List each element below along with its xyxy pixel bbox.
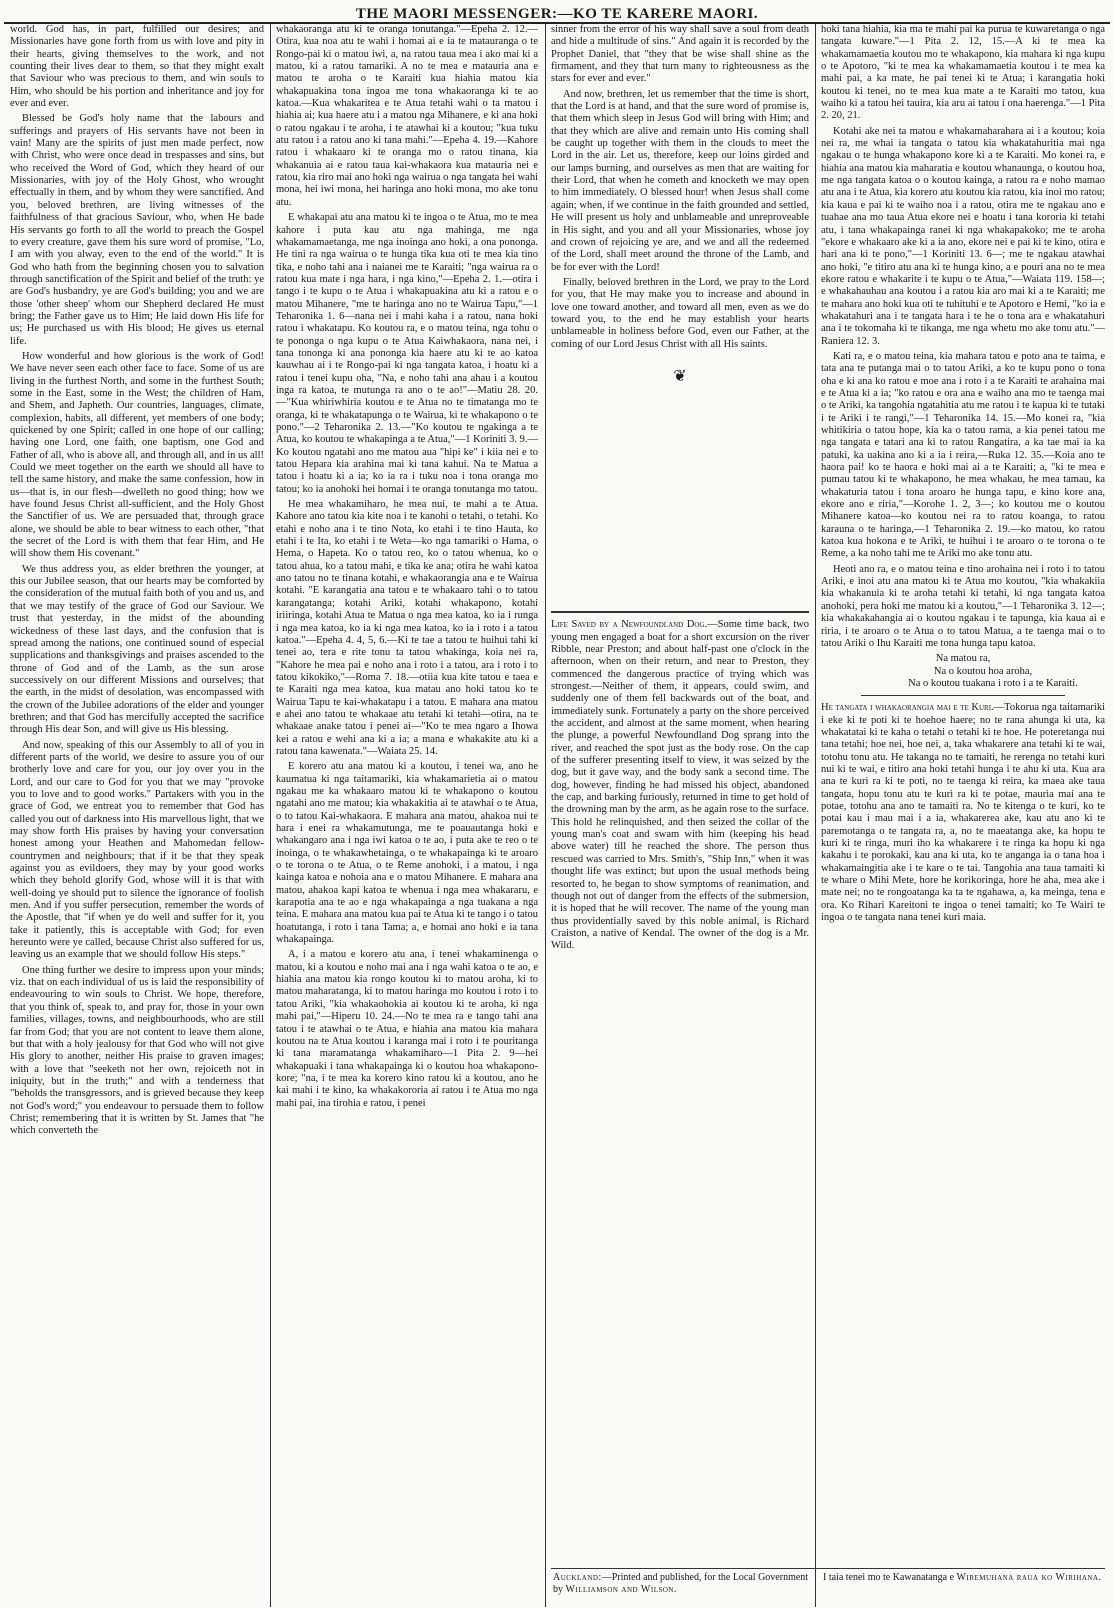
- column-4: [821, 24, 1105, 1569]
- column-divider: [545, 24, 546, 1607]
- dog-article-body: —Some time back, two young men engaged a boat for a short excursion on the river Ribble, near Preston; and about half-past one o'clock in the afternoon, when on their return, and near to Preston, they commenced the dangerous practice of trying which was strongest.—Neither of them, it appears, could swim, and suddenly one of them fell backwards out of the boat, and immediately sunk. Fortunately a party on the shore perceived the accident, and almost at the same moment, when hearing the plunge, a powerful Newfoundland Dog sprang into the river, and reached the spot just as the body rose. On the cap of the sufferer presenting itself to view, it was seized by the dog, but it gave way, and the body sank a second time. The dog, however, finding he had missed his object, abandoned the cap, and barking furiously, returned in time to get hold of the drowning man by the arm, as he again rose to the surface. This hold he relinquished, and then seized the collar of the young man's coat and swam with him (keeping his head above water) till he reached the shore. The person thus rescued was carried to Mrs. Smith's, "Ship Inn," when it was thought life was extinct; but upon the usual methods being resorted to, he began to show symptoms of reanimation, and though not out of danger from the effects of the submersion, it is hoped that he will recover. The name of the young man thus providentially saved by this noble animal, is Richard Craiston, a native of Kendal. The owner of the dog is a Mr. Wild.: [551, 619, 809, 952]
- paragraph: One thing further we desire to impress upon your minds; viz. that on each individual of us is laid the responsibility of endeavouring to win souls to Christ. We hope, therefore, that you think of, speak to, and pray for, those in your own families, villages, towns, and neighbourhoods, who are still far from God; that you are not content to leave them alone, but that with a holy jealousy for that God who will not give His glory to another, neither His praise to graven images; with a love that "seeketh not her own, rejoiceth not in iniquity, but in the truth;" and with a tenderness that "beholds the transgressors, and is grieved because they keep not God's word;" you endeavour to persuade them to follow Christ; remembering that it is written by St. James that "he which converteth the: [10, 964, 264, 1137]
- paragraph: How wonderful and how glorious is the work of God! We have never seen each other face to face. Some of us are living in the furthest North, and some in the furthest South; some in the East, some in the West; the children of Ham, and Shem, and Japheth. Our countries, languages, climate, complexion, habits, all different, yet members of one body; quickened by one Spirit; called in one hope of our calling; having one Lord, one faith, one baptism, one God and Father of all, who is above all, and through all, and in us all! Could we meet together on the earth we should all have to tell the same history, and make the same confession, how in us—that is, in our flesh—dwelleth no good thing; how we have found Jesus Christ all-sufficient, and the Holy Ghost the Sanctifier of us. We are persuaded that, through grace alone, we should be able to bear witness to each other, "that the secret of the Lord is with them that fear Him, and He will show them His covenant.": [10, 350, 264, 560]
- paragraph: He mea whakamiharo, he mea nui, te mahi a te Atua. Kahore ano tatou kia kite noa i te kanohi o tetahi, o tetahi. Ko etahi e noho ana i te tino Nota, ko etahi i te tino Hauta, ko etahi i te Ita, ko etahi i te Weta—ko nga tamariki o Hama, o Hema, o Hapeta. Ko o tatou reo, ko o tatou whenua, ko o tatou ahua, ko a tatou mahi, e tika ke ana; otira he wahi katoa ano tatou no te tinana kotahi, e whakaorangia ana e te Wairua kotahi. "E karangatia ana tatou e te whakaaro tahi o to tatou karangatanga; kotahi Ariki, kotahi whakapono, kotahi iriiringa, kotahi Atua te Matua o nga mea katoa, ko ia i runga i nga mea katoa, ko ia ki nga mea katoa, ko ia i roto i a tatou katoa."—Epeha 4. 4, 5, 6.—Ki te tae a tatou te huihui tahi ki tenei ao, tera e rite tonu ta tatou whakinga, koia nei ra, "Kahore he mea pai e noho ana i roto i a tatou, ara i roto i to tatou kikokiko,"—Roma 7. 18.—otiia kua kite tatou e taea e te Karaiti nga mea katoa, kua matau ano hoki tatou ko te Wairua Tapu te kai-whakatapu i a tatou. E mahara ana matou e ahei ano tatou te whakaae atu tetahi ki tetahi—otira, na te whakaae anake tatou i penei ai—"Ko te mea ngaro a Ihowa kei a ratou e wehi ana ki a ia; a mana e whakakite atu ki a ratou tana kawenata."—Waiata 25. 14.: [276, 499, 538, 757]
- paragraph: E korero atu ana matou ki a koutou, i tenei wa, ano he kaumatua ki nga taitamariki, kia whakamarietia ai o matou ngakau me ka whakaaro matou ki te whakapono o koutou ngatahi ano me matou; kia whakakitia ai te atawhai o te Atua, o to tatou Kai-whakaora. E mahara ana matou, ahakoa nui te hara i enei ra whakamutunga, me te poauautanga hoki e whakangaro ana i nga iwi katoa o te ao, i puta ake te reo o te inoinga, o te whakawhetainga, o te whakapainga ki te aroaro o te torona o te Atua, o te Reme anohoki, i a matou, i nga kainga katoa e nohoia ana e o matou Mihanere. E mahara ana matou, ahakoa kapi katoa te whenua i nga mea whakararu, e karapotia ana te ao e nga whakapainga a nga tuakana a nga teina. E mahara ana matou kua pai te Atua ki te tango i o tatou hoatutanga, i roto i tana Tama; a, e homai ano hoki e ia tana whakapainga.: [276, 761, 538, 946]
- paragraph: A, i a matou e korero atu ana, i tenei whakaminenga o matou, ki a koutou e noho mai ana i nga wahi katoa o te ao, e hiahia ana matou kia rongo koutou ki to matou aroha, ki to matou maharatanga, ki to matou haringa mo koutou i roto i to tatou Ariki, "kia whakaohokia ai koutou ki te aroha, ki nga mahi pai,"—Hiperu 10. 24.—No te mea ra e tango tahi ana tatou i te atawhai o te Atua, e hiahia ana matou kia mahara koutou na te Atua koutou i karanga mai i roto i te pouritanga ki tana maramatanga whakamiharo—1 Pita 2. 9—hei whakapuaki i tana whakapainga ki o koutou hoa whakapono-kore; "na, i te mea ka korero kino ratou ki a koutou, ano he kai mahi i te kino, ka whakakororia ai ratou i te Atua mo nga mahi pai, ina tirohia e ratou, i penei: [276, 949, 538, 1109]
- kuri-article: [821, 702, 1105, 924]
- paragraph: Kati ra, e o matou teina, kia mahara tatou e poto ana te taima, e tata ana te putanga mai o to tatou Ariki, a ko te kupu pono o tona oha e ki ana ko ratou e moe ana i roto i a te Karaiti te arahaina mai e te Atua ki a ia; "ko ratou e ora ana e waiho ana mo te taenga mai o te Ariki, ka tangohia ngatahitia atu me ratou i te kapua ki te tutaki i te Ariki i te rangi,"—1 Teharonika 14. 15.—Mo konei ra, "kia whitikiria o tatou hope, kia ka o tatou rama, a kia penei tatou me nga tangata e tatari ana ki to ratou Rangatira, a ka tae mai ia ka patuki, ka uakina ano ki a ia i reira,—Ruka 12. 35.—Koia ano te haora pai! ko te haora e hoki mai ai a te Karaiti; a, "ki te mea e pumau tatou ki te whakapono, he mea whakau, he mea tamau, ka whakaturia tatou i tona aroaro he hunga tapu, e kino kore ana, ekore ano e riria,"—Korohe 1. 2, 3—; ko koutou me o koutou Mihanere katoa—ko koutou nei ra to ratou koanga, to ratou karauna o te haringa,—1 Teharonika 2. 19.—ko matou, ko ratou katoa kua hokona e te Ariki, te huihui i te aroaro o te torona o te Reme, a ka noho tahi me te Ariki mo ake tonu atu.: [821, 350, 1105, 560]
- kuri-article-body: —Tokorua nga taitamariki i eke ki te poti ki te hoehoe haere; no te rana ahunga ki uta, ka whakatatai ki te kaha o tetahi o tetahi ki te hoe. He poteretanga nui tana tetahi; hoe nei, hoe nei, a, taka whakarere ana tetahi ki te wai, totohu tonu atu. He takanga no te tamaiti, he rerenga no tetahi kuri nui ki te wai, e titiro ana hoki tetahi hunga i te ahu ki uta. Kua ara ana te kuri ra ki te poti, no te taenga ki reira, ka maea ake taua tangata, hopu tonu atu te kuri ra ki te potae, mauria mai ana te potae, totohu ana ano te tamaiti ra. No te kitenga o te kuri, ko te potai kau i mau mai i a ia, whakarerea ake, kau atu ano ki te paremotanga o te tangata ra, a, no te maeatanga ake, ka hopu te kuri ki te ringa, muri iho ka whakarere i te ringa ka hopu ki nga kakahu i te porokaki, kau ana ki uta, ko te anganga ia o tana hoa i whakamaingitia ake i te kare o te tai. Tangohia ana taua tamaiti ki te whare o Mihi Mete, hore he korikoringa, hore he aha, mea ake i mate nei; no te rongoatanga ka ta te ngahawa, a, ka meinga, tena e ora. Ko Rihari Kareitoni te ingoa o tenei tamaiti; ko Te Wairi te ingoa o te tangata nana tenei kuri maia.: [821, 702, 1105, 924]
- column-3: [551, 24, 809, 1569]
- section-divider: [551, 611, 809, 613]
- paragraph: whakaoranga atu ki te oranga tonutanga."—Epeha 2. 12.—Otira, kua noa atu te wahi i homai ai e ia te matauranga o te Rongo-pai ki o matou iwi, a, na ratou taua mea i ako mai ki a matou, ki a ratou tamariki. A no te mea e matauria ana e matou te aroha o te Karaiti kua hiahia matou kia whakapuakina tona ingoa me tona whakaoranga ki te ao katoa.—Kua whakaritea e te Atua tetahi wahi o ta matou i hiahia ai; kua haere atu i a matou nga Mihanere, e ki ana hoki o ratou ngakau i te aroha, i te atawhai ki a koutou; "kua tuku atu ratou i a ratou ano ki tana mahi."—Epeha 4. 19.—Kahore ratou i whakaaro ki te oranga mo o ratou tinana, kia whakanuia ai e ratou taua kai-whakaora kua matauria nei e ratou, kia riro mai ano hoki nga wairua o nga tangata hei wahi mona, hei iwi mona, hei haringa ano hoki mona, mo ake tonu atu.: [276, 24, 538, 208]
- blank-space: [551, 383, 809, 603]
- paragraph: And now, brethren, let us remember that the time is short, that the Lord is at hand, and that the sure word of promise is, that them which sleep in Jesus God will bring with Him; and that they which are alive and remain unto His coming shall be caught up together with them in the clouds to meet the Lord in the air. Let us, therefore, keep our loins girded and our lamps burning, and ourselves as men that are waiting for their Lord, that when he cometh and knocketh we may open to him immediately. O blessed hour! when Jesus shall come again; when, if we continue in the faith grounded and settled, He will present us holy and unblameable and unreproveable in His sight, and you and all your Missionaries, whose joy and crown of rejoicing ye are, and we and all the redeemed of the Lord, shall meet around the throne of the Lamb, and be for ever with the Lord!: [551, 88, 809, 273]
- footer-text: I taia tenei mo te Kawanatanga e: [823, 1572, 955, 1583]
- footer-printers: Williamson and Wilson.: [565, 1584, 677, 1595]
- dog-article: [551, 619, 809, 952]
- kuri-article-title: He tangata i whakaorangia mai e te Kuri.: [821, 702, 994, 714]
- paragraph: Blessed be God's holy name that the labours and sufferings and prayers of His servants have not been in vain! Many are the spirits of just men made perfect, now with Christ, who were once dead in trespasses and sins, but who received the Word of God, which they heard of our Missionaries, with joy of the Holy Ghost, who wrought effectually in them, and by whom they were sanctified. And you, beloved brethren, are living witnesses of the faithfulness of that gracious Saviour, who, when He bade His servants go forth to all the world to preach the Gospel to every creature, gave them his sure word of promise, "Lo, I am with you alway, even to the end of the world." It is God who hath from the beginning chosen you to salvation through sanctification of the Spirit and belief of the truth: ye are God's husbandry, ye are God's building; you and we are those 'other sheep' whom our Shepherd declared He must bring; the Father gave us to Him; He laid down His life for us; He purchased us with His blood; He gives us eternal life.: [10, 113, 264, 347]
- column-2: [276, 24, 538, 1608]
- column-1: [10, 24, 264, 1608]
- paragraph: sinner from the error of his way shall save a soul from death and hide a multitude of sins." And again it is recorded by the Prophet Daniel, that "they that be wise shall shine as the firmament, and they that turn many to righteousness as the stars for ever and ever.": [551, 24, 809, 85]
- column-divider: [815, 24, 816, 1607]
- column-divider: [270, 24, 271, 1607]
- footer-imprint-english: [553, 1572, 811, 1596]
- masthead: THE MAORI MESSENGER:—KO TE KARERE MAORI.: [355, 6, 759, 22]
- signature-line: Na o koutou hoa aroha,: [933, 665, 1033, 677]
- maori-letter-end: [821, 24, 1105, 650]
- footer-imprint-maori: [823, 1572, 1107, 1584]
- paragraph: And now, speaking of this our Assembly to all of you in different parts of the world, we desire to assure you of our brotherly love and care for you, our joy over you in the Lord, and our care to God for you that we may "provoke you to love and to good works." Partakers with you in the grace of God, we entreat you to remember that God has called you out of darkness into His marvellous light, that we may show forth His praises by having your conversation honest among your Heathen and Mahomedan fellow-countrymen and neighbours; that if it be that they speak against you as evildoers, they may by your good works which they behold glorify God, whose will it is that with well-doing ye should put to silence the ignorance of foolish men. And if you suffer persecution, remember the words of the Apostle, that "if when ye do well and suffer for it, you take it patiently, this is acceptable with God; for even hereunto were ye called, because Christ also suffered for us, leaving us an example that we should follow His steps.": [10, 739, 264, 961]
- paragraph: Kotahi ake nei ta matou e whakamaharahara ai i a koutou; koia nei ra, me whai ia tangata o tatou kia whakatahuritia mai nga ngakau o te hunga whakapono kore ki a te Karaiti. Mo konei ra, e hiahia ana matou kia maharatia e koutou whanaunga, o koutou hoa, me nga tangata katoa o o koutou kainga, a ratou ra e noho mamao atu ana i te Atua, kia korero atu koutou kia ratou, kia inoi mo ratou; kia kaua e pai ki te waiho noa i a ratou, otira me te ngakau ano e tuahae ana mo taua Atua ekore nei e hoatu i tana kororia ki tetahi atu, i tana whakapainga ranei ki nga whakapakoko; me te aroha "ekore e whakaaro ake ki a ia ano, ekore nei e pai ki te kino, otira e hari ana ki te pono,"—1 Koriniti 13. 6—; me te ngakau atawhai ano hoki, "e titiro atu ana ki te hunga kino, a e pouri ana no te mea ekore ratou e whakarite i te kupu o te Atua,"—Waiata 119. 158—; e whakahauhau ana koutou i a ratou kia aro mai ki a te Karaiti; me te mahara ano hoki kua oti te tuhituhi e te Apotoro e Hemi, "ko ia e whakatahuri ana i te tangata hara i te he o tona ara e whakatahuri ana i te tokomaha ki te tikanga, me nga whetu mo ake tonu atu."—Raniera 12. 3.: [821, 125, 1105, 347]
- paragraph: We thus address you, as elder brethren the younger, at this our Jubilee season, that our hearts may be comforted by the consideration of the mutual faith both of you and us, and that we may testify of the grace of God our Saviour. We trust that yesterday, in the midst of the abounding wickedness of these last days, and the confusion that is spread among the nations, one continued sound of especial supplications and thanksgivings and praises ascended to the throne of God and of the Lamb, as the sun arose successively on our different Missions and ourselves; that the earth, in the midst of desolation, was encompassed with the crown of the Jubilee adorations of the elder and younger brethren; and that God has mercifully accepted the sacrifice through His dear Son, and will give us His blessing.: [10, 563, 264, 736]
- ornament-icon: ❦: [673, 367, 687, 385]
- signature-line: Na o koutou tuakana i roto i a te Karaiti.: [908, 677, 1078, 689]
- footer-printers: Wiremuhana raua ko Wirihana.: [956, 1572, 1102, 1583]
- footer-rule: [551, 1568, 1105, 1569]
- paragraph: E whakapai atu ana matou ki te ingoa o te Atua, mo te mea kahore i puta kau atu nga mahinga, me nga whakamamaetanga, me nga inoinga ano hoki, a ona pononga. He tini ra nga wairua o te hunga tika kua oti te mea kia tino tika, e noho tahi ana i naianei me te Karaiti; "nga wairua ra o ratou kua mate i nga hara, i nga kino,"—Epeha 2. 1.—otira i tango i te kupu o te Atua i whakapuakina atu ki a ratou e o matou Mihanere, "me te haringa ano no te Wairua Tapu,"—1 Teharonika 1. 6—nana nei i mahi kaha i a ratou, nana hoki ratou i whakatapu. Ko koutou ra, e o matou teina, nga tohu o te pononga o nga kupu o te Atua Kaiwhakaora, nana nei, i tana tononga ki ana pononga kia haere atu ki te ao katoa kauwhau ai i te Rongo-pai ki nga tangata katoa, i hoatu ki a ratou i tenei kupu oha, "Na, e noho tahi ana ahau i a koutou inga ra katoa, te mutunga ra ano o te ao!"—Matiu 28. 20.—"Kua whiriwhiria koutou e te Atua no te timatanga mo te oranga, ki te whakatapunga o te Wairua, ki te whakapono o te pono."—2 Teharonika 2. 13.—"Ko koutou te ngakinga a te Atua, ko koutou te whakapinga a te Atua,"—1 Koriniti 3. 9.—Ko koutou ngatahi ano me matou aua "hipi ke" i kiia nei e to tatou Hepara kia arahina mai ki tana kahui. Na te Matua a tatou i hoatu ki a ia; ko ia ra i tuku noa i tona oranga mo tatou; ko ia anohoki hei homai i te oranga tonutanga mo tatou.: [276, 212, 538, 495]
- paragraph: hoki tana hiahia, kia ma te mahi pai ka purua te kuwaretanga o nga tangata kuware."—1 Pita 2. 12, 15.—A ki te mea ka whakamamaetia koutou mo te whakapono, kia mahara ki nga kupu o te Apotoro, "ki te mea ka whakamamaetia koutou i te mea ka mahi pai, a ka mate, he pai tenei ki te Atua; i karangatia hoki koutou ki tenei, no te mea kua mate a te Karaiti mo tatou, kua waiho ki a tatou hei tauira, kia aru ai tatou i ona haerenga."—1 Pita 2. 20, 21.: [821, 24, 1105, 122]
- paragraph: Heoti ano ra, e o matou teina e tino arohaina nei i roto i to tatou Ariki, e inoi atu ana matou ki te Atua mo koutou, "kia whakakiia kia whakanuia ki te aroha tetahi ki tetahi, ki nga tangata katoa anohoki, pera hoki me matou ki a koutou,"—1 Teharonika 3. 12—; kia whakakahangia ai o koutou ngakau i te tapunga, kia kaua ai e riria, i te aroaro o te Atua o to tatou Matua, a te taenga mai o to tatou Ariki o Ihu Karaiti me tona hunga tapu katoa.: [821, 563, 1105, 649]
- paragraph: Finally, beloved brethren in the Lord, we pray to the Lord for you, that He may make you to increase and abound in love one toward another, and toward all men, even as we do toward you, to the end he may establish your hearts unblameable in holiness before God, even our Father, at the coming of our Lord Jesus Christ with all His saints.: [551, 276, 809, 350]
- dog-article-title: Life Saved by a Newfoundland Dog.: [551, 619, 708, 631]
- footer-place: Auckland:: [553, 1572, 602, 1583]
- footer-text: —Printed and published, for the Local Government by: [553, 1572, 809, 1595]
- signature-line: Na matou ra,: [935, 653, 991, 665]
- english-letter-end: [551, 24, 809, 351]
- paragraph: world. God has, in part, fulfilled our desires; and Missionaries have gone forth from us with love and pity in their hearts, giving themselves to the work, and not counting their lives dear to them, so that they might exalt that Saviour who was precious to them, and win souls to Him, who should be his portion and inheritance and joy for ever and ever.: [10, 24, 264, 110]
- section-divider: [861, 695, 1065, 696]
